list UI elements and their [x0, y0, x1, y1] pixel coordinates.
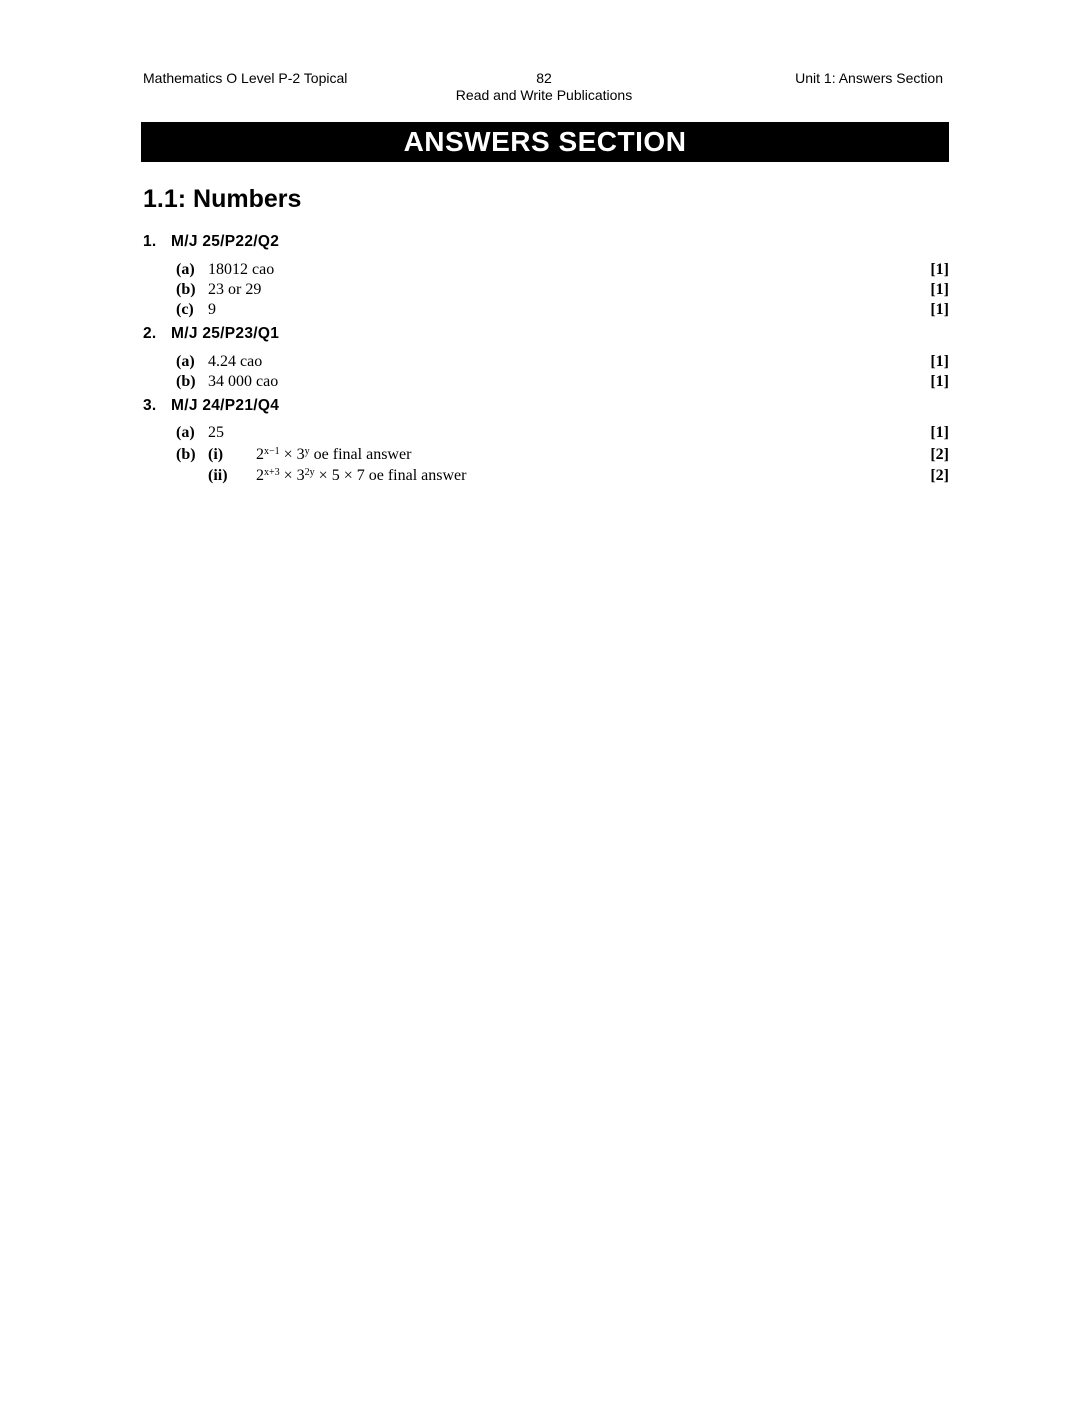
section-title: 1.1: Numbers [143, 185, 302, 213]
answer-row [176, 445, 949, 465]
answer-subpart-label: (ii) [208, 467, 228, 484]
answer-mark: [1] [930, 373, 949, 390]
question-number: 1. [143, 233, 157, 250]
answer-row [176, 466, 949, 486]
answer-row [176, 423, 949, 443]
answer-mark: [1] [930, 261, 949, 278]
answer-subpart-label: (i) [208, 446, 224, 463]
answer-part-label: (b) [176, 446, 196, 463]
answer-part-label: (a) [176, 353, 195, 370]
answer-part-label: (c) [176, 301, 194, 318]
question-heading [143, 233, 279, 251]
answer-mark: [1] [930, 281, 949, 298]
answer-mark: [1] [930, 353, 949, 370]
answer-text: 23 or 29 [208, 281, 262, 298]
question-heading [143, 325, 279, 343]
answer-row [176, 372, 949, 392]
question-heading [143, 397, 279, 415]
question-reference: M/J 24/P21/Q4 [171, 397, 280, 414]
header-right-unit: Unit 1: Answers Section [795, 70, 943, 86]
answer-row [176, 280, 949, 300]
exponent: x+3 [264, 467, 280, 478]
answer-text: 9 [208, 301, 216, 318]
answer-part-label: (b) [176, 373, 196, 390]
question-reference: M/J 25/P23/Q1 [171, 325, 280, 342]
answer-mark: [2] [930, 467, 949, 484]
question-reference: M/J 25/P22/Q2 [171, 233, 280, 250]
answer-row [176, 260, 949, 280]
answer-part-label: (a) [176, 424, 195, 441]
exponent: x−1 [264, 446, 280, 457]
answer-mark: [1] [930, 301, 949, 318]
answer-row [176, 300, 949, 320]
answer-mark: [2] [930, 446, 949, 463]
answer-part-label: (a) [176, 261, 195, 278]
answer-text: 18012 cao [208, 261, 275, 278]
question-number: 3. [143, 397, 157, 414]
answer-text: 34 000 cao [208, 373, 279, 390]
publisher-name: Read and Write Publications [455, 87, 633, 103]
page-number: 82 [536, 70, 552, 86]
answer-row [176, 352, 949, 372]
answers-section-banner: ANSWERS SECTION [141, 122, 949, 162]
answer-text: 4.24 cao [208, 353, 263, 370]
exponent: y [304, 446, 310, 457]
answer-part-label: (b) [176, 281, 196, 298]
answer-expression: $2^{x+3} \times 3^{2y} \times 5 \times 7$ oe final answer [256, 467, 467, 484]
exponent: 2y [304, 467, 315, 478]
answer-expression: $2^{x-1} \times 3^y$ oe final answer [256, 446, 412, 463]
answer-text: 25 [208, 424, 224, 441]
header-left-title: Mathematics O Level P-2 Topical [143, 70, 348, 86]
answer-mark: [1] [930, 424, 949, 441]
question-number: 2. [143, 325, 157, 342]
